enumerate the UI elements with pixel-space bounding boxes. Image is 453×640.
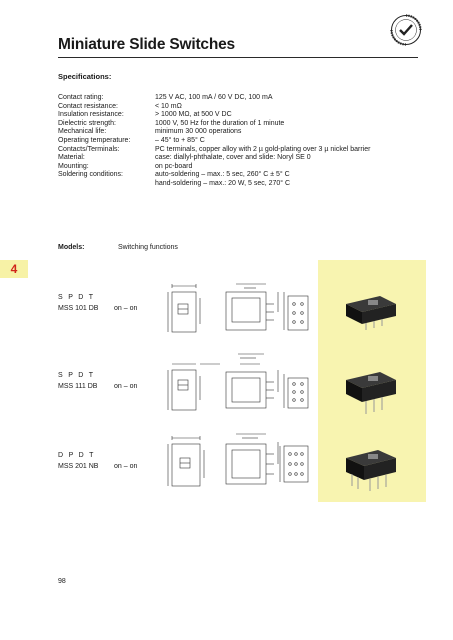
spec-value: minimum 30 000 operations (155, 128, 242, 136)
spec-row (58, 137, 370, 146)
spec-value: 125 V AC, 100 mA / 60 V DC, 100 mA (155, 94, 273, 101)
spec-row (58, 154, 370, 163)
spec-label (58, 180, 155, 189)
title-rule (58, 57, 418, 58)
model-code: MSS 101 DB (58, 305, 99, 312)
spec-label: Mechanical life: (58, 128, 107, 136)
page-title: Miniature Slide Switches (58, 36, 235, 53)
spec-row (58, 94, 370, 103)
section-tab: 4 (0, 260, 28, 278)
switching-functions-heading: Switching functions (118, 244, 178, 251)
model-entry (58, 370, 137, 392)
spec-value: < 10 mΩ (155, 102, 182, 110)
model-code: MSS 201 NB (58, 463, 99, 470)
spec-label: Material: (58, 154, 85, 162)
spec-label: Contact rating: (58, 94, 104, 101)
specifications-list (58, 94, 370, 189)
spec-label: Dielectric strength: (58, 119, 116, 127)
models-label: Models: (58, 244, 85, 251)
page-number: 98 (58, 578, 66, 585)
switch-photo (342, 446, 400, 492)
spec-value: case: diallyl-phthalate, cover and slide: Noryl SE 0 (155, 154, 311, 162)
spec-value: PC terminals, copper alloy with 2 µ gold-plating over 3 µ nickel barrier (155, 145, 371, 153)
spec-label: Mounting: (58, 162, 89, 170)
model-entry (58, 450, 137, 472)
spec-value: on pc-board (155, 162, 193, 170)
model-type: S P D T (58, 372, 95, 379)
spec-row (58, 120, 370, 129)
specifications-heading: Specifications: (58, 72, 112, 81)
model-code: MSS 111 DB (58, 383, 98, 390)
spec-row (58, 111, 370, 120)
spec-value: hand-soldering – max.: 20 W, 5 sec, 270° C (155, 179, 291, 187)
model-type: D P D T (58, 452, 96, 459)
switching-function: on – on (114, 463, 138, 470)
spec-label: Insulation resistance: (58, 111, 124, 119)
switching-function: on – on (114, 383, 138, 390)
spec-row (58, 146, 370, 155)
spec-row (58, 128, 370, 137)
switch-photo (340, 368, 400, 416)
spec-label: Soldering conditions: (58, 171, 123, 179)
spec-row (58, 171, 370, 180)
switch-photo (340, 290, 400, 332)
spec-label: Contact resistance: (58, 102, 118, 110)
spec-value: – 45° to + 85° C (155, 136, 205, 144)
spec-row (58, 103, 370, 112)
spec-row (58, 180, 370, 189)
technical-drawing (160, 282, 310, 342)
switching-function: on – on (114, 305, 138, 312)
technical-drawing (160, 352, 310, 416)
spec-value: > 1000 MΩ, at 500 V DC (155, 111, 232, 119)
model-entry (58, 292, 137, 314)
spec-label: Operating temperature: (58, 136, 131, 144)
certification-seal-icon (390, 14, 422, 46)
spec-label: Contacts/Terminals: (58, 145, 120, 153)
technical-drawing (160, 432, 310, 494)
spec-value: auto-soldering – max.: 5 sec, 260° C ± 5° C (155, 171, 290, 179)
model-type: S P D T (58, 294, 95, 301)
spec-value: 1000 V, 50 Hz for the duration of 1 minute (155, 119, 285, 127)
